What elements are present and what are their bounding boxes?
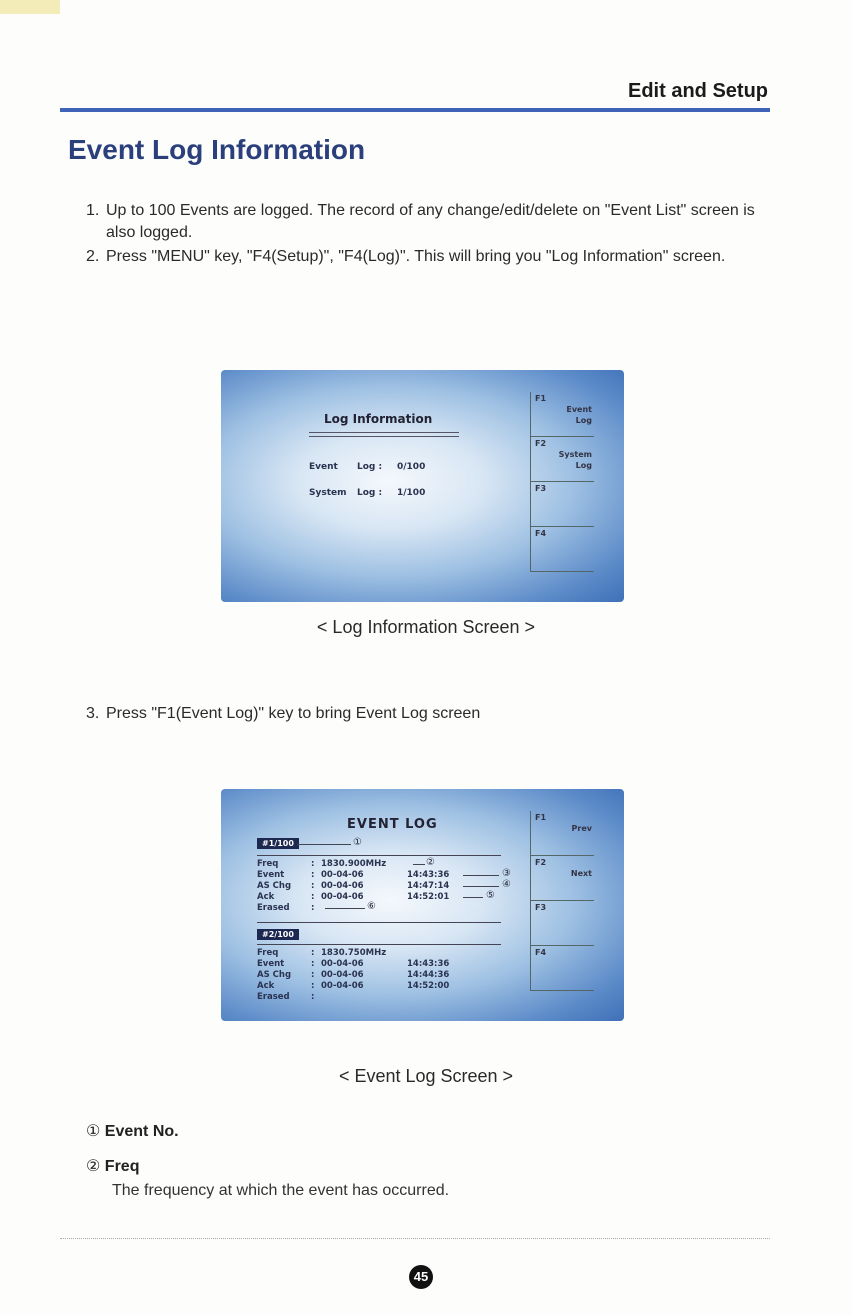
field-colon: : bbox=[311, 992, 315, 1002]
record-row bbox=[257, 881, 449, 892]
field-value: 1830.750MHz bbox=[321, 948, 387, 958]
field-label: AS Chg bbox=[257, 970, 292, 980]
field-time: 14:44:36 bbox=[407, 970, 450, 980]
fkey-id: F4 bbox=[535, 948, 547, 957]
footer-rule bbox=[60, 1238, 770, 1239]
log-info-caption: < Log Information Screen > bbox=[316, 617, 536, 637]
f3-key[interactable] bbox=[530, 482, 594, 527]
fkey-id: F1 bbox=[535, 813, 547, 822]
row-value: 1/100 bbox=[397, 488, 426, 498]
field-colon: : bbox=[311, 859, 315, 869]
definition-item bbox=[86, 1121, 179, 1141]
field-label: Freq bbox=[257, 948, 279, 958]
field-date: 00-04-06 bbox=[321, 970, 364, 980]
step-item bbox=[86, 246, 766, 268]
event-log-title: EVENT LOG bbox=[347, 817, 438, 832]
step-list bbox=[86, 200, 766, 270]
step-number: 2. bbox=[86, 248, 100, 265]
step-number: 3. bbox=[86, 705, 100, 722]
record-row bbox=[257, 992, 449, 1003]
row-mid: Log : bbox=[357, 488, 383, 498]
callout-line bbox=[413, 864, 425, 865]
f4-key[interactable] bbox=[530, 946, 594, 991]
field-colon: : bbox=[311, 948, 315, 958]
field-time: 14:52:01 bbox=[407, 892, 450, 902]
row-label: System bbox=[309, 488, 347, 498]
field-label: AS Chg bbox=[257, 881, 292, 891]
fkey-id: F4 bbox=[535, 529, 547, 538]
page-title: Event Log Information bbox=[68, 134, 366, 165]
record-row bbox=[257, 870, 449, 881]
corner-mark bbox=[0, 0, 60, 14]
row-value: 0/100 bbox=[397, 462, 426, 472]
field-time: 14:47:14 bbox=[407, 881, 450, 891]
callout-5: ⑤ bbox=[486, 890, 495, 901]
record-divider bbox=[257, 855, 501, 856]
step-text: Press "MENU" key, "F4(Setup)", "F4(Log)". This will bring you "Log Information" screen. bbox=[106, 248, 726, 265]
f4-key[interactable] bbox=[530, 527, 594, 572]
field-time: 14:43:36 bbox=[407, 870, 450, 880]
field-date: 00-04-06 bbox=[321, 870, 364, 880]
step-text: Press "F1(Event Log)" key to bring Event Log screen bbox=[106, 705, 481, 722]
field-date: 00-04-06 bbox=[321, 981, 364, 991]
field-date: 00-04-06 bbox=[321, 892, 364, 902]
f1-prev-key[interactable] bbox=[530, 811, 594, 856]
system-log-count-row bbox=[309, 488, 425, 498]
callout-6: ⑥ bbox=[367, 901, 376, 912]
event-log-count-row bbox=[309, 462, 425, 472]
record-row bbox=[257, 959, 449, 970]
f2-key[interactable] bbox=[530, 437, 594, 482]
record-divider bbox=[257, 944, 501, 945]
field-time: 14:43:36 bbox=[407, 959, 450, 969]
callout-mark: ① bbox=[86, 1123, 101, 1140]
callout-line bbox=[463, 897, 483, 898]
fkey-label: Event Log bbox=[566, 405, 592, 425]
section-header: Edit and Setup bbox=[628, 80, 768, 102]
field-label: Ack bbox=[257, 981, 275, 991]
step-text: Up to 100 Events are logged. The record of any change/edit/delete on "Event List" screen is also logged. bbox=[106, 202, 755, 241]
fkey-id: F3 bbox=[535, 903, 547, 912]
fkey-label: Next bbox=[570, 869, 592, 878]
field-label: Freq bbox=[257, 859, 279, 869]
field-colon: : bbox=[311, 970, 315, 980]
callout-line bbox=[463, 875, 499, 876]
callout-line bbox=[325, 908, 365, 909]
record-row bbox=[257, 948, 449, 959]
step-number: 1. bbox=[86, 202, 100, 219]
callout-line bbox=[297, 844, 351, 845]
callout-mark: ② bbox=[86, 1158, 101, 1175]
field-label: Event bbox=[257, 870, 285, 880]
field-time: 14:52:00 bbox=[407, 981, 450, 991]
page-number: 45 bbox=[409, 1265, 433, 1289]
record-row bbox=[257, 981, 449, 992]
fkey-label: Prev bbox=[571, 824, 592, 833]
fkey-id: F1 bbox=[535, 394, 547, 403]
function-key-panel bbox=[530, 392, 594, 572]
field-colon: : bbox=[311, 870, 315, 880]
record-badge: #1/100 bbox=[257, 838, 299, 849]
event-record-1 bbox=[257, 859, 449, 914]
f3-key[interactable] bbox=[530, 901, 594, 946]
fkey-label: System Log bbox=[558, 450, 592, 470]
function-key-panel bbox=[530, 811, 594, 991]
callout-4: ④ bbox=[502, 879, 511, 890]
callout-1: ① bbox=[353, 837, 362, 848]
event-log-screen bbox=[221, 789, 624, 1021]
log-info-title-rule bbox=[309, 432, 459, 437]
f1-key[interactable] bbox=[530, 392, 594, 437]
log-information-screen bbox=[221, 370, 624, 602]
fkey-id: F2 bbox=[535, 439, 547, 448]
step-item bbox=[86, 200, 766, 244]
log-info-title: Log Information bbox=[324, 412, 433, 426]
callout-3: ③ bbox=[502, 868, 511, 879]
field-colon: : bbox=[311, 881, 315, 891]
definition-item bbox=[86, 1156, 139, 1176]
field-colon: : bbox=[311, 981, 315, 991]
field-label: Erased bbox=[257, 903, 290, 913]
row-mid: Log : bbox=[357, 462, 383, 472]
record-divider bbox=[257, 922, 501, 923]
row-label: Event bbox=[309, 462, 338, 472]
f2-next-key[interactable] bbox=[530, 856, 594, 901]
definition-description: The frequency at which the event has occurred. bbox=[112, 1182, 450, 1199]
definition-term: Freq bbox=[104, 1158, 140, 1175]
field-label: Event bbox=[257, 959, 285, 969]
field-label: Ack bbox=[257, 892, 275, 902]
record-row bbox=[257, 892, 449, 903]
callout-line bbox=[463, 886, 499, 887]
record-badge: #2/100 bbox=[257, 929, 299, 940]
definition-term: Event No. bbox=[104, 1123, 179, 1140]
callout-2: ② bbox=[426, 857, 435, 868]
field-colon: : bbox=[311, 959, 315, 969]
field-date: 00-04-06 bbox=[321, 881, 364, 891]
field-date: 00-04-06 bbox=[321, 959, 364, 969]
field-colon: : bbox=[311, 892, 315, 902]
fkey-id: F3 bbox=[535, 484, 547, 493]
header-rule bbox=[60, 108, 770, 112]
field-value: 1830.900MHz bbox=[321, 859, 387, 869]
event-record-2 bbox=[257, 948, 449, 1003]
event-log-caption: < Event Log Screen > bbox=[338, 1066, 514, 1086]
step-item bbox=[86, 705, 480, 723]
record-row bbox=[257, 970, 449, 981]
field-colon: : bbox=[311, 903, 315, 913]
fkey-id: F2 bbox=[535, 858, 547, 867]
field-label: Erased bbox=[257, 992, 290, 1002]
